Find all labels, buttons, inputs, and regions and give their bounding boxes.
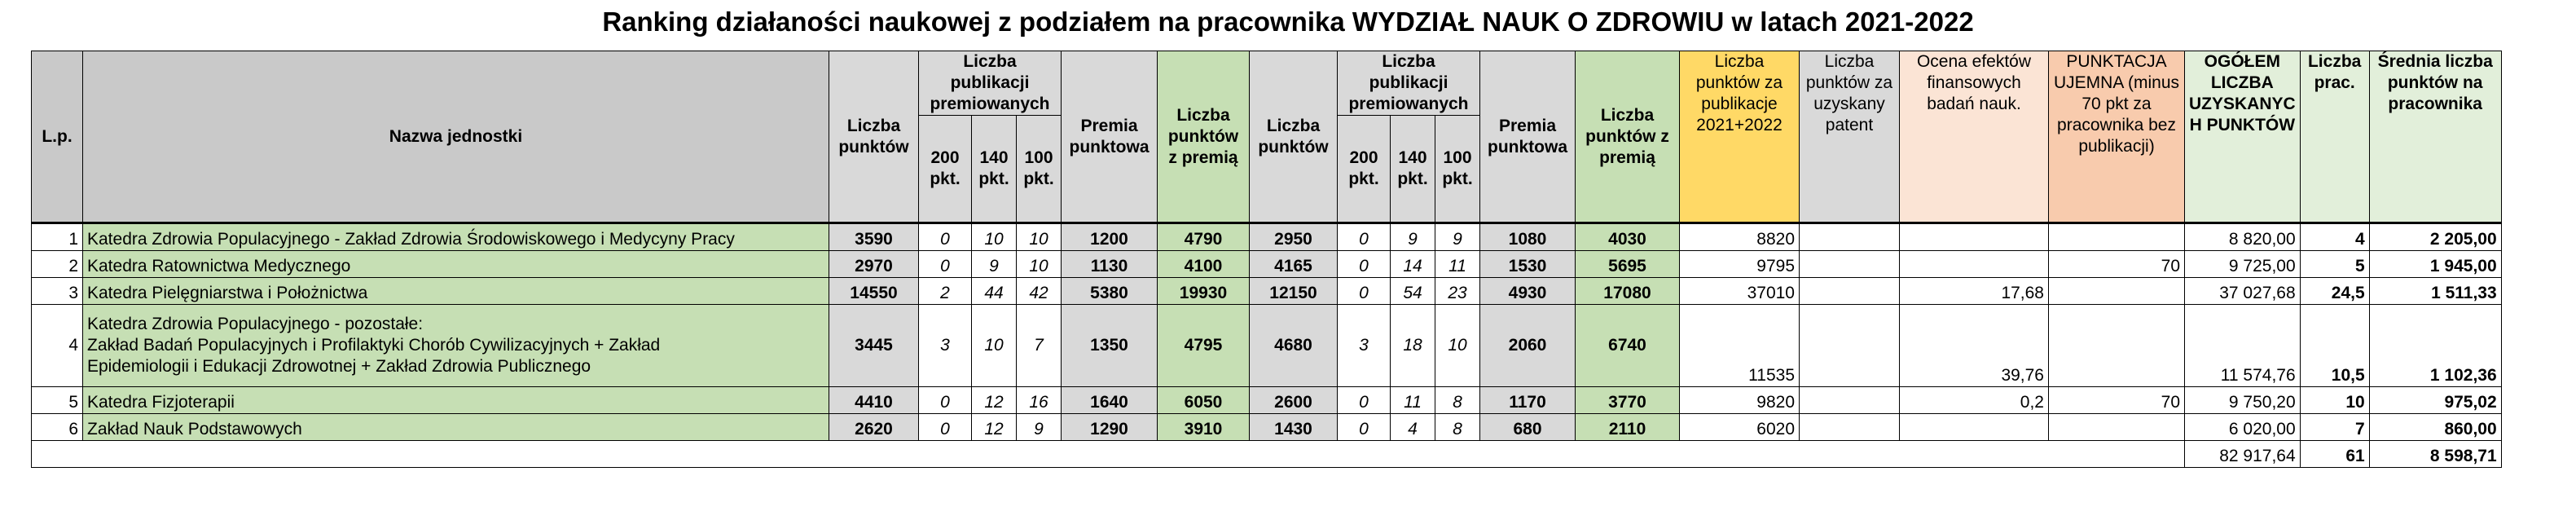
- totals-row: [32, 441, 2502, 468]
- col-header-points-2: Liczba punktów: [1250, 51, 1338, 223]
- cell-p200-2: 3: [1338, 305, 1391, 387]
- cell-bonus: 1640: [1062, 387, 1158, 414]
- cell-points-bonus-2: 5695: [1576, 251, 1680, 278]
- col-header-staff: Liczba prac.: [2300, 51, 2369, 223]
- cell-p140: 12: [972, 414, 1017, 441]
- table-row: [32, 278, 2502, 305]
- cell-avg: 2 205,00: [2369, 223, 2501, 251]
- cell-staff: 4: [2300, 223, 2369, 251]
- cell-p200-2: 0: [1338, 251, 1391, 278]
- col-header-pub-group-2: Liczba publikacji premiowanych: [1338, 51, 1480, 116]
- col-header-bonus: Premia punktowa: [1062, 51, 1158, 223]
- cell-patent: [1800, 278, 1900, 305]
- col-header-fin-eval: Ocena efektów finansowych badań nauk.: [1900, 51, 2049, 223]
- cell-points-bonus-2: 4030: [1576, 223, 1680, 251]
- cell-lp: 3: [32, 278, 83, 305]
- cell-fin: [1900, 223, 2049, 251]
- cell-p200: 0: [919, 414, 972, 441]
- cell-p140: 9: [972, 251, 1017, 278]
- cell-total: 6 020,00: [2185, 414, 2301, 441]
- sheet-title: Ranking działaności naukowej z podziałem na pracownika WYDZIAŁ NAUK O ZDROWIU w latach 2021-2022: [602, 7, 1974, 37]
- cell-points-2: 2950: [1250, 223, 1338, 251]
- col-header-200-2: 200 pkt.: [1338, 116, 1391, 223]
- cell-fin: [1900, 251, 2049, 278]
- col-header-bonus-2: Premia punktowa: [1480, 51, 1576, 223]
- cell-points-bonus: 4790: [1158, 223, 1250, 251]
- cell-p200: 2: [919, 278, 972, 305]
- cell-name-line: Epidemiologii i Edukacji Zdrowotnej + Zakład Zdrowia Publicznego: [87, 357, 591, 376]
- cell-points-bonus-2: 3770: [1576, 387, 1680, 414]
- cell-staff: 10,5: [2300, 305, 2369, 387]
- cell-bonus-2: 1080: [1480, 223, 1576, 251]
- cell-bonus-2: 680: [1480, 414, 1576, 441]
- cell-total: 11 574,76: [2185, 305, 2301, 387]
- col-header-100: 100 pkt.: [1017, 116, 1062, 223]
- cell-avg: 860,00: [2369, 414, 2501, 441]
- cell-total: 9 750,20: [2185, 387, 2301, 414]
- col-header-200: 200 pkt.: [919, 116, 972, 223]
- cell-patent: [1800, 223, 1900, 251]
- col-header-avg: Średnia liczba punktów na pracownika: [2369, 51, 2501, 223]
- cell-patent: [1800, 305, 1900, 387]
- cell-points-2: 4165: [1250, 251, 1338, 278]
- cell-name: Katedra Zdrowia Populacyjnego - Zakład Zdrowia Środowiskowego i Medycyny Pracy: [83, 223, 829, 251]
- table-row: [32, 305, 2502, 387]
- cell-points-bonus: 6050: [1158, 387, 1250, 414]
- col-header-points-bonus-2: Liczba punktów z premią: [1576, 51, 1680, 223]
- cell-p100-2: 11: [1435, 251, 1480, 278]
- cell-points-bonus: 19930: [1158, 278, 1250, 305]
- cell-bonus-2: 2060: [1480, 305, 1576, 387]
- cell-pub-points: 6020: [1680, 414, 1800, 441]
- cell-pub-points: 8820: [1680, 223, 1800, 251]
- cell-bonus: 1350: [1062, 305, 1158, 387]
- cell-points-2: 1430: [1250, 414, 1338, 441]
- cell-lp: 6: [32, 414, 83, 441]
- cell-p200: 3: [919, 305, 972, 387]
- cell-p200-2: 0: [1338, 223, 1391, 251]
- cell-p100-2: 10: [1435, 305, 1480, 387]
- cell-fin: [1900, 414, 2049, 441]
- cell-patent: [1800, 251, 1900, 278]
- cell-points: 14550: [829, 278, 919, 305]
- cell-lp: 1: [32, 223, 83, 251]
- cell-points: 4410: [829, 387, 919, 414]
- cell-p200-2: 0: [1338, 278, 1391, 305]
- cell-p200: 0: [919, 223, 972, 251]
- cell-p100: 16: [1017, 387, 1062, 414]
- cell-p140-2: 18: [1391, 305, 1435, 387]
- cell-avg: 1 102,36: [2369, 305, 2501, 387]
- cell-total: 37 027,68: [2185, 278, 2301, 305]
- cell-staff: 10: [2300, 387, 2369, 414]
- col-header-pub-group: Liczba publikacji premiowanych: [919, 51, 1062, 116]
- cell-points: 3445: [829, 305, 919, 387]
- table-row: [32, 251, 2502, 278]
- cell-name: Katedra Pielęgniarstwa i Położnictwa: [83, 278, 829, 305]
- header-row-1: [32, 51, 2502, 116]
- cell-p140: 10: [972, 223, 1017, 251]
- col-header-total: OGÓŁEM LICZBA UZYSKANYC H PUNKTÓW: [2185, 51, 2301, 223]
- cell-p140-2: 54: [1391, 278, 1435, 305]
- cell-p100: 10: [1017, 251, 1062, 278]
- cell-name-line: Katedra Zdrowia Populacyjnego - pozostałe:: [87, 315, 424, 333]
- cell-pub-points: 9795: [1680, 251, 1800, 278]
- cell-p140-2: 4: [1391, 414, 1435, 441]
- cell-points-2: 4680: [1250, 305, 1338, 387]
- cell-bonus: 1290: [1062, 414, 1158, 441]
- cell-negative: 70: [2049, 387, 2185, 414]
- cell-p100-2: 9: [1435, 223, 1480, 251]
- cell-bonus: 1130: [1062, 251, 1158, 278]
- cell-fin: 17,68: [1900, 278, 2049, 305]
- cell-p200: 0: [919, 387, 972, 414]
- cell-fin: 0,2: [1900, 387, 2049, 414]
- cell-bonus-2: 4930: [1480, 278, 1576, 305]
- totals-spacer: [32, 441, 2185, 468]
- cell-points: 2620: [829, 414, 919, 441]
- cell-negative: [2049, 223, 2185, 251]
- col-header-lp: L.p.: [32, 51, 83, 223]
- cell-total: 8 820,00: [2185, 223, 2301, 251]
- col-header-patent-points: Liczba punktów za uzyskany patent: [1800, 51, 1900, 223]
- cell-p200-2: 0: [1338, 387, 1391, 414]
- cell-points: 3590: [829, 223, 919, 251]
- total-avg: 8 598,71: [2369, 441, 2501, 468]
- cell-avg: 1 945,00: [2369, 251, 2501, 278]
- table-row: [32, 387, 2502, 414]
- cell-points-bonus-2: 6740: [1576, 305, 1680, 387]
- cell-pub-points: 11535: [1680, 305, 1800, 387]
- cell-p140-2: 14: [1391, 251, 1435, 278]
- cell-p140-2: 9: [1391, 223, 1435, 251]
- cell-p100-2: 23: [1435, 278, 1480, 305]
- col-header-name: Nazwa jednostki: [83, 51, 829, 223]
- cell-total: 9 725,00: [2185, 251, 2301, 278]
- cell-p140: 12: [972, 387, 1017, 414]
- cell-name: Katedra Fizjoterapii: [83, 387, 829, 414]
- ranking-table: [31, 51, 2502, 468]
- col-header-pub-points: Liczba punktów za publikacje 2021+2022: [1680, 51, 1800, 223]
- cell-p200: 0: [919, 251, 972, 278]
- total-staff: 61: [2300, 441, 2369, 468]
- col-header-100-2: 100 pkt.: [1435, 116, 1480, 223]
- cell-p100: 9: [1017, 414, 1062, 441]
- table-row: [32, 223, 2502, 251]
- cell-lp: 2: [32, 251, 83, 278]
- cell-points-2: 12150: [1250, 278, 1338, 305]
- cell-negative: [2049, 414, 2185, 441]
- cell-staff: 24,5: [2300, 278, 2369, 305]
- cell-fin: 39,76: [1900, 305, 2049, 387]
- cell-lp: 5: [32, 387, 83, 414]
- cell-avg: 1 511,33: [2369, 278, 2501, 305]
- cell-points-2: 2600: [1250, 387, 1338, 414]
- cell-bonus: 1200: [1062, 223, 1158, 251]
- cell-patent: [1800, 387, 1900, 414]
- cell-points: 2970: [829, 251, 919, 278]
- cell-bonus-2: 1170: [1480, 387, 1576, 414]
- cell-staff: 5: [2300, 251, 2369, 278]
- cell-avg: 975,02: [2369, 387, 2501, 414]
- cell-p100: 10: [1017, 223, 1062, 251]
- col-header-points: Liczba punktów: [829, 51, 919, 223]
- cell-points-bonus-2: 2110: [1576, 414, 1680, 441]
- col-header-negative: PUNKTACJA UJEMNA (minus 70 pkt za pracownika bez publikacji): [2049, 51, 2185, 223]
- cell-bonus: 5380: [1062, 278, 1158, 305]
- cell-patent: [1800, 414, 1900, 441]
- cell-points-bonus-2: 17080: [1576, 278, 1680, 305]
- cell-pub-points: 37010: [1680, 278, 1800, 305]
- cell-name: [83, 305, 829, 387]
- cell-bonus-2: 1530: [1480, 251, 1576, 278]
- cell-name: Katedra Ratownictwa Medycznego: [83, 251, 829, 278]
- cell-p100: 7: [1017, 305, 1062, 387]
- cell-lp: 4: [32, 305, 83, 387]
- cell-p140-2: 11: [1391, 387, 1435, 414]
- cell-name-line: Zakład Badań Populacyjnych i Profilaktyki Chorób Cywilizacyjnych + Zakład: [87, 336, 661, 355]
- col-header-140-2: 140 pkt.: [1391, 116, 1435, 223]
- cell-name: Zakład Nauk Podstawowych: [83, 414, 829, 441]
- cell-p140: 44: [972, 278, 1017, 305]
- cell-points-bonus: 4795: [1158, 305, 1250, 387]
- cell-negative: 70: [2049, 251, 2185, 278]
- cell-p140: 10: [972, 305, 1017, 387]
- cell-p100-2: 8: [1435, 387, 1480, 414]
- col-header-140: 140 pkt.: [972, 116, 1017, 223]
- cell-p100-2: 8: [1435, 414, 1480, 441]
- cell-points-bonus: 4100: [1158, 251, 1250, 278]
- cell-p100: 42: [1017, 278, 1062, 305]
- col-header-points-bonus: Liczba punktów z premią: [1158, 51, 1250, 223]
- table-row: [32, 414, 2502, 441]
- cell-staff: 7: [2300, 414, 2369, 441]
- total-points: 82 917,64: [2185, 441, 2301, 468]
- cell-negative: [2049, 305, 2185, 387]
- cell-points-bonus: 3910: [1158, 414, 1250, 441]
- cell-p200-2: 0: [1338, 414, 1391, 441]
- cell-pub-points: 9820: [1680, 387, 1800, 414]
- cell-negative: [2049, 278, 2185, 305]
